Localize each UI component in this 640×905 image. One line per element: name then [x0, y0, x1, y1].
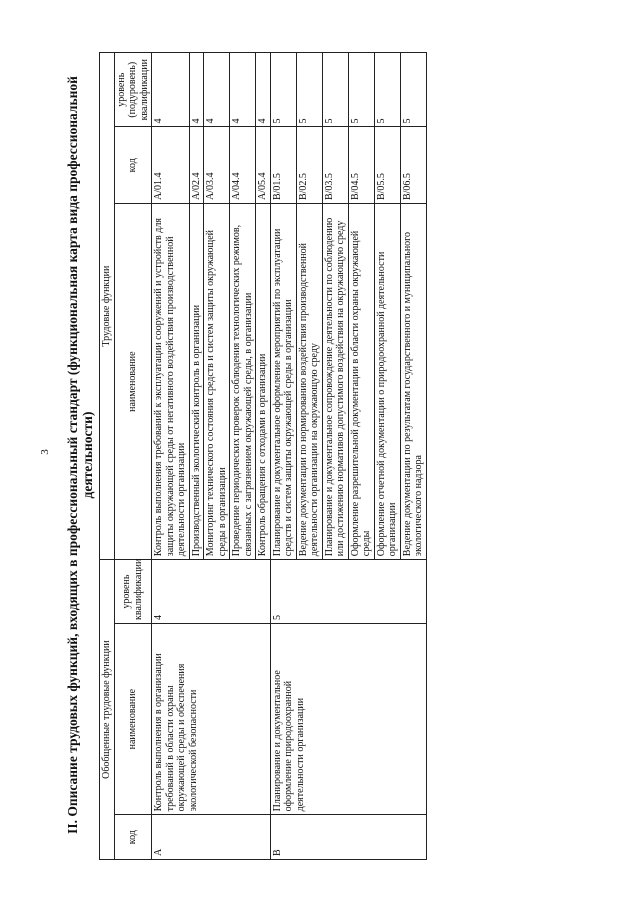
group-code: A — [152, 815, 271, 860]
function-level: 4 — [230, 53, 256, 127]
rotated-page-content — [65, 50, 575, 860]
labor-functions-header: Трудовые функции — [100, 53, 115, 560]
col-function-name: наименование — [114, 204, 152, 560]
function-code: A/04.4 — [230, 127, 256, 204]
function-code: B/04.5 — [348, 127, 374, 204]
function-name: Планирование и документальное сопровождение деятельности по соблюдению или достижению нормативов допустимого воздействия на окружающую среду — [322, 204, 348, 560]
col-function-code: код — [114, 127, 152, 204]
function-level: 5 — [270, 53, 296, 127]
function-level: 4 — [189, 53, 204, 127]
group-level: 4 — [152, 560, 271, 624]
group-name: Планирование и документальное оформление природоохранной деятельности организации — [270, 623, 426, 814]
function-name: Мониторинг технического состояния средств и систем защиты окружающей среды в организации — [204, 204, 230, 560]
function-code: A/05.4 — [256, 127, 271, 204]
section-heading: II. Описание трудовых функций, входящих в профессиональный стандарт (функциональная карта вида профессиональной деятельности) — [65, 76, 95, 834]
table-row — [152, 53, 190, 860]
function-name: Планирование и документальное оформление мероприятий по эксплуатации средств и систем защиты окружающей среды в организации — [270, 204, 296, 560]
function-name: Ведение документации по результатам государственного и муниципального экологического надзора — [400, 204, 426, 560]
function-code: B/06.5 — [400, 127, 426, 204]
function-name: Ведение документации по нормированию воздействия производственной деятельности организации на окружающую среду — [296, 204, 322, 560]
group-level: 5 — [270, 560, 426, 624]
function-name: Контроль выполнения требований к эксплуатации сооружений и устройств для защиты окружающей среды от негативного воздействия производственной деятельности организации — [152, 204, 190, 560]
function-code: B/02.5 — [296, 127, 322, 204]
function-level: 5 — [348, 53, 374, 127]
function-level: 5 — [400, 53, 426, 127]
generalized-functions-header: Обобщенные трудовые функции — [100, 560, 115, 860]
function-code: B/03.5 — [322, 127, 348, 204]
function-code: A/02.4 — [189, 127, 204, 204]
function-level: 5 — [374, 53, 400, 127]
col-name: наименование — [114, 623, 152, 814]
function-name: Производственный экологический контроль в организации — [189, 204, 204, 560]
function-level: 5 — [296, 53, 322, 127]
function-code: A/03.4 — [204, 127, 230, 204]
function-level: 5 — [322, 53, 348, 127]
function-name: Оформление разрешительной документации в области охраны окружающей среды — [348, 204, 374, 560]
function-code: A/01.4 — [152, 127, 190, 204]
col-function-level: уровень (подуровень) квалификации — [114, 53, 152, 127]
group-name: Контроль выполнения в организации требований в области охраны окружающей среды и обеспечения экологической безопасности — [152, 623, 271, 814]
function-code: B/05.5 — [374, 127, 400, 204]
function-code: B/01.5 — [270, 127, 296, 204]
function-level: 4 — [256, 53, 271, 127]
col-code: код — [114, 815, 152, 860]
col-level: уровень квалификации — [114, 560, 152, 624]
group-code: B — [270, 815, 426, 860]
table-row — [270, 53, 296, 860]
function-level: 4 — [204, 53, 230, 127]
function-name: Контроль обращения с отходами в организации — [256, 204, 271, 560]
function-name: Проведение периодических проверок соблюдения технологических режимов, связанных с загрязнением окружающей среды, в организации — [230, 204, 256, 560]
functional-map-table — [99, 52, 427, 860]
function-level: 4 — [152, 53, 190, 127]
page-number: 3 — [38, 449, 51, 455]
function-name: Оформление отчетной документации о природоохранной деятельности организации — [374, 204, 400, 560]
